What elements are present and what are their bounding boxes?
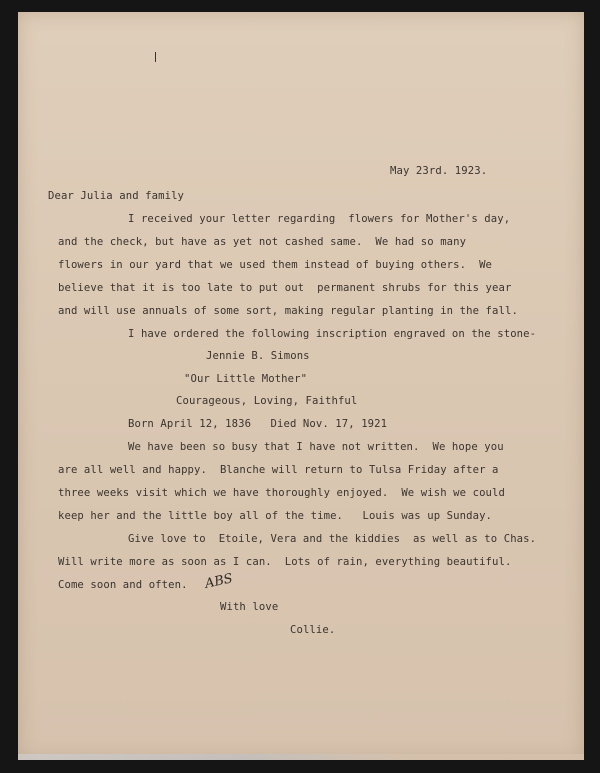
paragraph-1-line: and will use annuals of some sort, making regular planting in the fall. [58,305,518,317]
paragraph-3-line: three weeks visit which we have thoroughly enjoyed. We wish we could [58,487,505,499]
paragraph-4-line: Give love to Etoile, Vera and the kiddies as well as to Chas. [128,533,537,545]
salutation: Dear Julia and family [48,190,185,202]
paragraph-3-line: keep her and the little boy all of the time. Louis was up Sunday. [58,510,493,522]
paragraph-1-line: and the check, but have as yet not cashed same. We had so many [58,236,467,248]
inscription-name: Jennie B. Simons [206,350,310,362]
paragraph-1-line: I received your letter regarding flowers for Mother's day, [128,213,511,225]
ink-mark [155,52,156,62]
paragraph-1-line: flowers in our yard that we used them instead of buying others. We [58,259,493,271]
paragraph-1-line: believe that it is too late to put out permanent shrubs for this year [58,282,512,294]
letter-page [18,12,584,760]
handwritten-initials: ABS [203,571,235,592]
closing: With love [220,601,279,613]
paragraph-4-line: Will write more as soon as I can. Lots of rain, everything beautiful. [58,556,512,568]
paragraph-4-line: Come soon and often. [58,579,188,591]
letter-date: May 23rd. 1923. [390,165,488,177]
signature: Collie. [290,624,336,636]
inscription-virtues: Courageous, Loving, Faithful [176,395,358,407]
inscription-title: "Our Little Mother" [184,373,308,385]
paragraph-2: I have ordered the following inscription engraved on the stone- [128,328,537,340]
paragraph-3-line: We have been so busy that I have not written. We hope you [128,441,504,453]
paragraph-3-line: are all well and happy. Blanche will return to Tulsa Friday after a [58,464,499,476]
paper-bottom-edge [18,754,584,760]
inscription-dates: Born April 12, 1836 Died Nov. 17, 1921 [128,418,388,430]
